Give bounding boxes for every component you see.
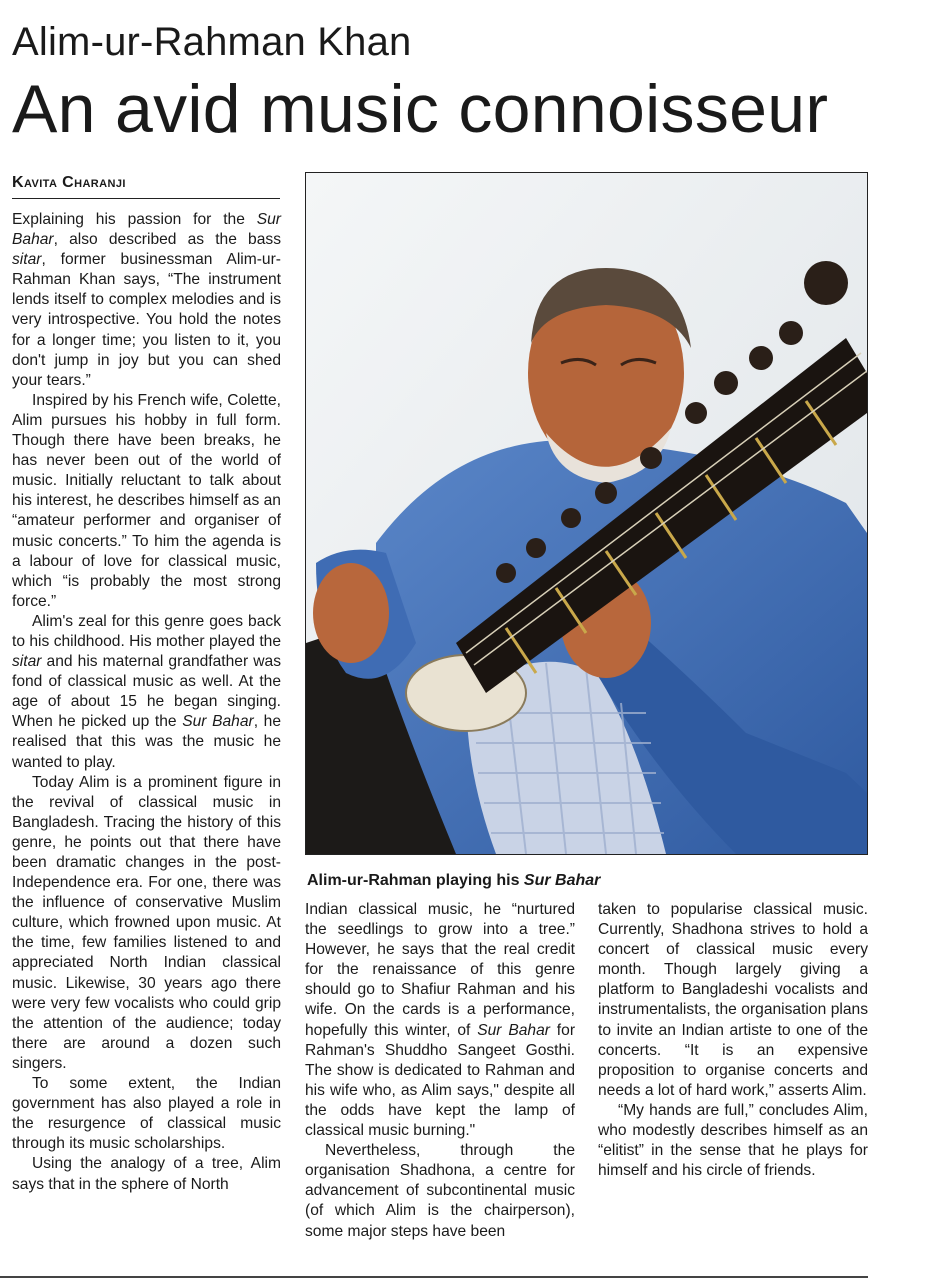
paragraph: To some extent, the Indian government has also played a role in the resurgence of classical music through its music scholarships. xyxy=(12,1075,281,1153)
article-column-1 xyxy=(12,210,281,1195)
paragraph: “My hands are full,” concludes Alim, who modestly describes himself as an “elitist” in the sense that he plays for himself and his circle of friends. xyxy=(598,1101,868,1180)
paragraph: Today Alim is a prominent figure in the revival of classical music in Bangladesh. Tracing the history of this genre, he points out that there have been dramatic changes in the post-Independence era. For one, there was the influence of conservative Muslim culture, which frowned upon music. At the time, few families listened to and appreciated North Indian classical music. Likewise, 30 years ago there were very few vocalists who could grip the attention of the audience; today there are around a dozen such singers. xyxy=(12,773,281,1072)
paragraph: taken to popularise classical music. Currently, Shadhona strives to hold a concert of classical music every month. Though largely giving a platform to Bangladeshi vocalists and instrumentalists, the organisation plans to invite an Indian artiste to one of the concerts. “It is an expensive proposition to organise concerts and needs a lot of hard work,” asserts Alim. xyxy=(598,901,868,1099)
article-column-3 xyxy=(598,900,868,1181)
paragraph: Explaining his passion for the Sur Bahar, also described as the bass sitar, former businessman Alim-ur-Rahman Khan says, “The instrument lends itself to complex melodies and is very introspective. You hold the notes for a longer time; you listen to it, you don't jump in joy but you can shed your tears.” xyxy=(12,211,281,389)
paragraph: Using the analogy of a tree, Alim says that in the sphere of North xyxy=(12,1155,281,1193)
article-headline: An avid music connoisseur xyxy=(12,71,829,147)
article-photo xyxy=(305,172,868,855)
paragraph: Indian classical music, he “nurtured the seedlings to grow into a tree.” However, he says that the real credit for the renaissance of this genre should go to Shafiur Rahman and his wife. On the cards is a performance, hopefully this winter, of Sur Bahar for Rahman's Shuddho Sangeet Gosthi. The show is dedicated to Rahman and his wife who, as Alim says," despite all the odds have kept the lamp of classical music burning." xyxy=(305,901,576,1140)
paragraph: Inspired by his French wife, Colette, Alim pursues his hobby in full form. Though there have been breaks, he has never been out of the world of music. Initially reluctant to talk about his interest, he describes himself as an “amateur performer and organiser of music concerts.” To him the agenda is a labour of love for classical music, which “is probably the most strong force.” xyxy=(12,391,281,610)
paragraph: Alim's zeal for this genre goes back to his childhood. His mother played the sitar and his maternal grandfather was fond of classical music as well. At the age of about 15 he began singing. When he picked up the Sur Bahar, he realised that this was the music he wanted to play. xyxy=(12,612,282,771)
paragraph: Nevertheless, through the organisation Shadhona, a centre for advancement of subcontinental music (of which Alim is the chairperson), some major steps have been xyxy=(305,1142,575,1240)
article-kicker: Alim-ur-Rahman Khan xyxy=(12,20,412,64)
musician-photo-illustration xyxy=(306,173,867,854)
byline: Kavita Charanji xyxy=(12,172,280,199)
article-column-2 xyxy=(305,900,575,1242)
photo-caption: Alim-ur-Rahman playing his Sur Bahar xyxy=(307,872,601,889)
bottom-rule xyxy=(0,1276,868,1278)
